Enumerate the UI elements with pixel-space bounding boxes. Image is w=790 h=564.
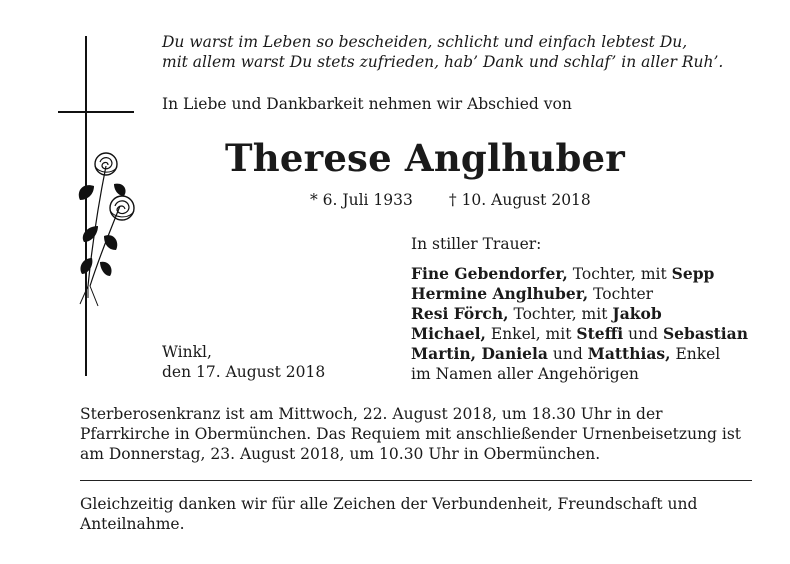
- place-line: Winkl,: [162, 343, 212, 361]
- deceased-name: Therese Anglhuber: [225, 136, 625, 180]
- death-date: † 10. August 2018: [448, 191, 591, 209]
- divider: [80, 480, 752, 481]
- list-item: Resi Förch, Tochter, mit Jakob: [411, 304, 662, 323]
- list-item: Michael, Enkel, mit Steffi und Sebastian: [411, 324, 748, 343]
- date-line: den 17. August 2018: [162, 363, 326, 381]
- thanks-text: Gleichzeitig danken wir für alle Zeichen der Verbundenheit, Freundschaft und Anteilnahme.: [80, 495, 698, 533]
- mourning-heading: In stiller Trauer:: [411, 235, 542, 253]
- list-item: Fine Gebendorfer, Tochter, mit Sepp: [411, 264, 715, 283]
- funeral-info: Sterberosenkranz ist am Mittwoch, 22. August 2018, um 18.30 Uhr in der Pfarrkirche in Obermünchen. Das Requiem mit anschließender Urnenbeisetzung ist am Donnerstag, 23. August 2018, um 10.30 Uhr in Obermünchen.: [80, 405, 742, 463]
- list-item: Hermine Anglhuber, Tochter: [411, 284, 654, 303]
- intro-text: In Liebe und Dankbarkeit nehmen wir Abschied von: [162, 95, 572, 113]
- place-and-date: [162, 342, 325, 382]
- poem-line-1: Du warst im Leben so bescheiden, schlicht und einfach lebtest Du,: [162, 33, 688, 51]
- list-item: im Namen aller Angehörigen: [411, 365, 639, 383]
- list-item: Martin, Daniela und Matthias, Enkel: [411, 344, 721, 363]
- birth-date: * 6. Juli 1933: [310, 191, 413, 209]
- poem: [162, 32, 723, 72]
- poem-line-2: mit allem warst Du stets zufrieden, hab’ Dank und schlaf’ in aller Ruh’.: [162, 53, 724, 71]
- mourners-list: [411, 264, 748, 384]
- cross-with-roses-icon: [58, 36, 138, 376]
- life-dates: [310, 190, 591, 210]
